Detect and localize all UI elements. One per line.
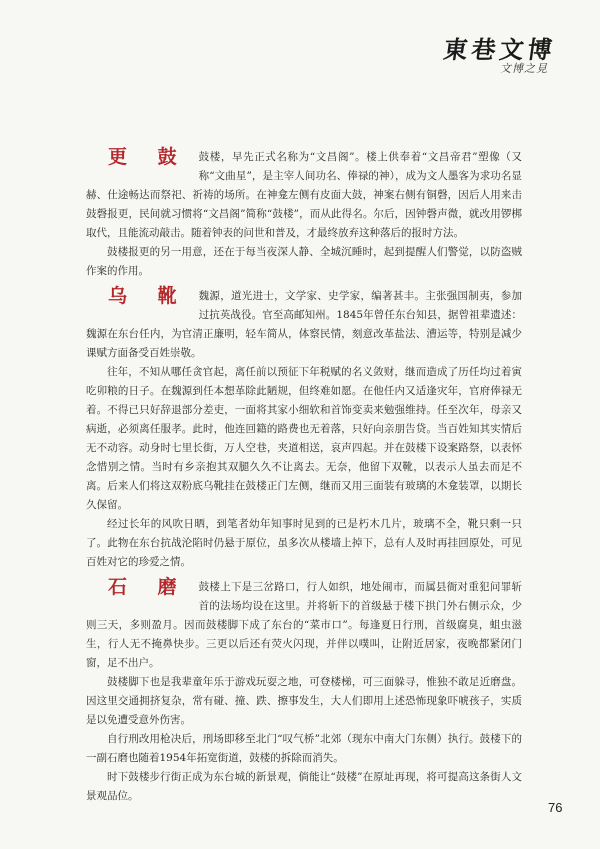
- page-number: 76: [548, 800, 563, 815]
- section-heading: 乌 靴: [108, 285, 189, 307]
- header-title: 東巷文博: [441, 35, 558, 64]
- section-gengu: [86, 148, 522, 281]
- page-header: [402, 30, 562, 80]
- section-shimo: [86, 578, 522, 806]
- paragraph: 时下鼓楼步行街正成为东台城的新景观，倘能让“鼓楼”在原址再现，将可提高这条街人文景观品位。: [86, 771, 522, 802]
- paragraph: 自行刑改用枪决后，刑场即移至北门“叹气桥”北郊（现东中南大门东侧）执行。鼓楼下的一副石磨也随着1954年拓宽街道，鼓楼的拆除而消失。: [86, 733, 522, 764]
- paragraph: 鼓楼上下是三岔路口，行人如织，地处闹市，而属县衙对重犯问罪斩首的法场均设在这里。并将斩下的首级悬于楼下拱门外右侧示众，少则三天，多则盈月。因而鼓楼脚下成了东台的“菜市口”。每逢夏日行刑，首级腐臭，蛆虫滋生，行人无不掩鼻快步。三更以后还有荧火闪现，并伴以噗叫，让附近居家，夜晚都紧闭门窗，足不出户。: [86, 581, 522, 669]
- section-heading: 石 磨: [108, 576, 189, 598]
- paragraph: 往年，不知从哪任贪官起，离任前以预征下年税赋的名义敛财，继而造成了历任均过着寅吃卯粮的日子。在魏源到任本想革除此陋规，但终难如愿。在他任内又适逢灾年，官府俸禄无着。不得已只好辞退部分差吏，一面将其家小细软和首饰变卖来勉强维持。任至次年，母亲又病逝，必须离任服孝。此时，他连回籍的路费也无着落，只好向亲朋告贷。当百姓知其实情后无不动容。动身时七里长街，万人空巷，夹道相送，哀声四起。并在鼓楼下设案路祭，以表怀念惜别之情。当时有乡亲抱其双腿久久不让离去。无奈，他留下双靴，以表示人虽去而足不离。后来人们将这双粉底乌靴挂在鼓楼正门左侧，继而又用三面装有玻璃的木龛装罩，以期长久保留。: [86, 366, 522, 511]
- header-signature: 文博之見: [500, 62, 548, 75]
- paragraph: 鼓楼，早先正式名称为“文昌阁”。楼上供奉着“文昌帝君”塑像（又称“文曲星”，是主宰人间功名、俸禄的神），成为文人墨客为求功名显赫、仕途畅达而祭祀、祈祷的场所。在神龛左侧有皮面大鼓，神案右侧有铜磬，因后人用来击鼓磬报更，民间就习惯将“文昌阁”简称“鼓楼”，而从此得名。尔后，因钟磬声微，就改用锣梆取代，且能流动敲击。随着钟表的问世和普及，才最终放弃这种落后的报时方法。: [86, 151, 522, 239]
- article-body: [86, 148, 522, 806]
- paragraph: 魏源，道光进士，文学家、史学家，编著甚丰。主张强国制夷，参加过抗英战役。官至高邮知州。1845年曾任东台知县，据曾祖辈遗述：魏源在东台任内，为官清正廉明，轻车简从，体察民情，刻意改革盐法、漕运等，特别是减少课赋方面备受百姓崇敬。: [86, 290, 522, 359]
- section-heading: 更 鼓: [108, 146, 189, 168]
- paragraph: 经过长年的风吹日晒，到笔者幼年知事时见到的已是朽木几片，玻璃不全，靴只剩一只了。此物在东台抗战沦陷时仍悬于原位，虽多次从楼墙上掉下，总有人及时再挂回原处，可见百姓对它的珍爱之情。: [86, 518, 522, 568]
- paragraph: 鼓楼脚下也是我辈童年乐于游戏玩耍之地，可登楼梯，可三面躲寻，惟独不敢足近磨盘。因这里交通拥挤复杂，常有碰、撞、跌、擦事发生，大人们即用上述恐怖现象吓唬孩子，实质是以免遭受意外伤害。: [86, 676, 522, 726]
- paragraph: 鼓楼报更的另一用意，还在于每当夜深人静、全城沉睡时，起到提醒人们警觉，以防盗贼作案的作用。: [86, 246, 522, 277]
- section-wuxue: [86, 287, 522, 572]
